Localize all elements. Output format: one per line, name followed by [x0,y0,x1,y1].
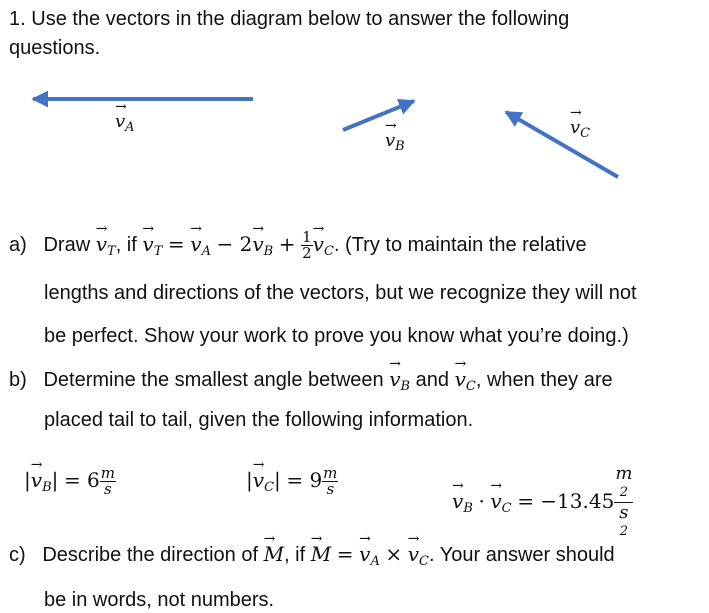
vector-c-label: → $v_C$ [570,116,590,146]
question-intro-text: Use the vectors in the diagram below to answer the following [31,8,570,30]
magnitude-b: |→ $v_B| = 6$ $\frac{m}{s}$ [24,466,116,500]
part-a-line3: be perfect. Show your work to prove you know what you’re doing.) [44,325,629,347]
vector-c-arrow [506,112,618,177]
vector-a-label: → $v_A$ [115,110,135,140]
magnitude-c: |→ $v_C| = 9$ $\frac{m}{s}$ [246,466,338,500]
part-c-letter: c) [9,544,26,566]
question-number: 1. [9,8,26,30]
part-c-line1: c) Describe the direction of → M, if → M = → $v_A$ × → $v_C$. Your answer should [9,542,615,574]
vector-b-arrow [343,101,414,130]
part-a-letter: a) [9,233,27,256]
dot-product: → $v_B$ · → $v_C = -13.45$ m 2 s 2 [452,464,633,541]
part-a-line2: lengths and directions of the vectors, but we recognize they will not [44,282,637,304]
part-b-line2: placed tail to tail, given the following information. [44,409,474,431]
part-b-letter: b) [9,369,27,391]
question-intro-line2: questions. [9,37,101,59]
part-b-line1: b) Determine the smallest angle between → $v_B$ and → $v_C$, when they are [9,367,613,399]
part-c-line2: be in words, not numbers. [44,589,275,611]
part-a-line1: a) Draw → $v_T$, if → $v_T$ = → $v_A - 2\to v_B$ + $\frac{1}{2}$ → $v_C$. (Try to maintain the relative [9,230,587,264]
vector-b-label: → $v_B$ [385,129,405,159]
